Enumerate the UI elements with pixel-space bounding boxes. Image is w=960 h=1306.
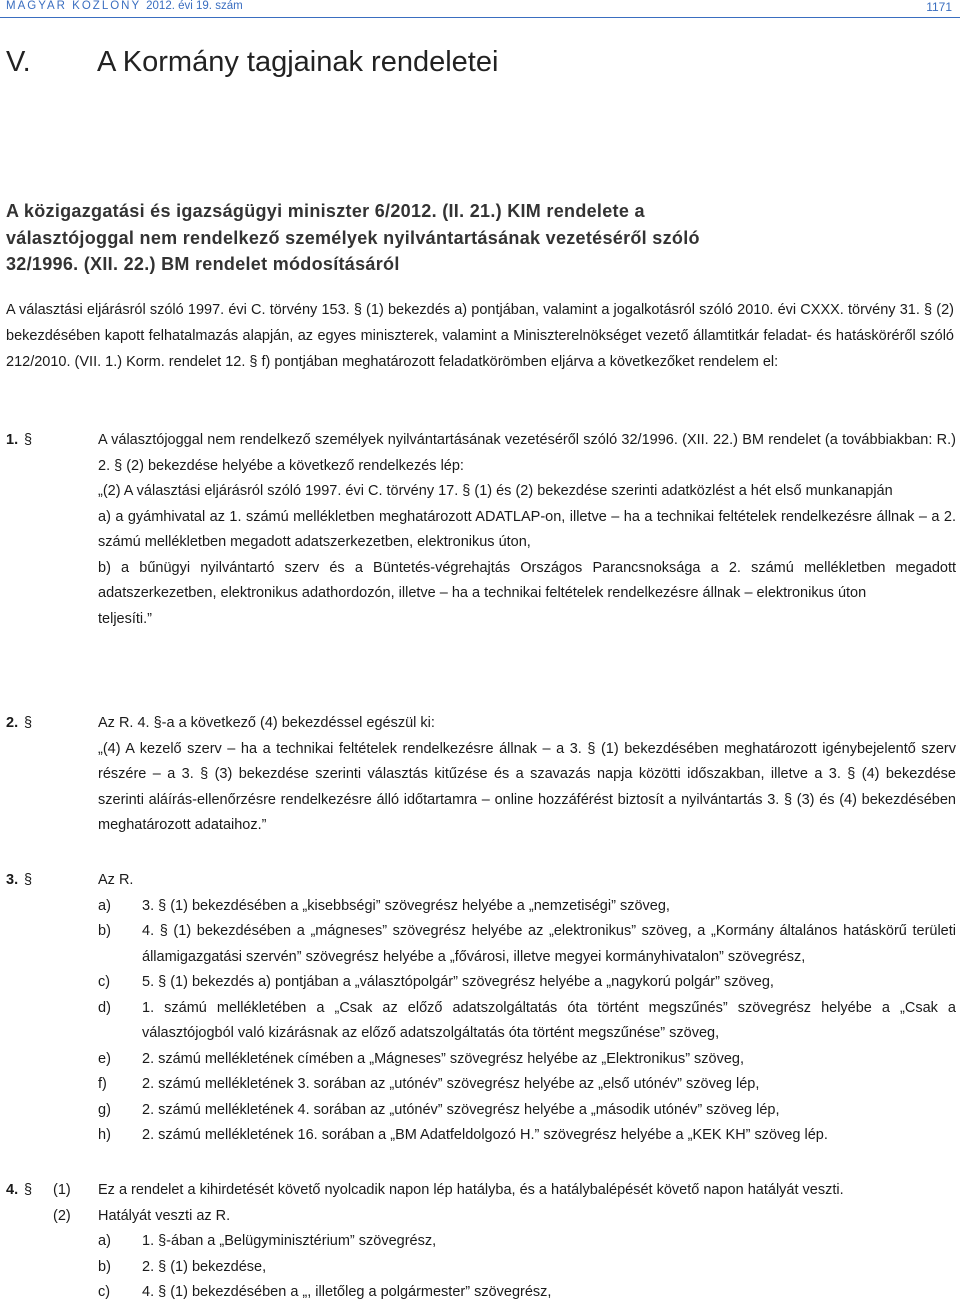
paragraph-label: (2) <box>53 1207 71 1224</box>
section-symbol: § <box>24 1182 33 1198</box>
section-number: 3. <box>6 872 19 888</box>
list-item <box>98 1098 956 1124</box>
section-symbol: § <box>24 432 33 448</box>
header-rule <box>0 17 960 18</box>
section-number: 2. <box>6 715 19 731</box>
item-label: h) <box>98 1127 111 1143</box>
chapter-number: V. <box>6 46 31 78</box>
item-label: f) <box>98 1076 107 1092</box>
list-item <box>98 1229 956 1255</box>
section-intro: Az R. 4. §-a a következő (4) bekezdéssel egészül ki: <box>98 715 435 731</box>
list-item: a) a gyámhivatal az 1. számú mellékletben meghatározott ADATLAP-on, illetve – ha a technikai feltételek rendelkezésre állnak – a 2. számú mellékletben megadott adatszerkezetben, elektronikus úton, <box>98 508 956 550</box>
chapter-heading <box>6 46 499 79</box>
list-item <box>98 1123 956 1149</box>
list-item <box>98 919 956 970</box>
item-text: 2. számú mellékletének 4. sorában az „utónév” szövegrész helyébe a „második utónév” szöveg lép, <box>142 1101 780 1118</box>
page-header <box>0 0 960 14</box>
list-item <box>98 996 956 1047</box>
quoted-provision: „(2) A választási eljárásról szóló 1997. évi C. törvény 17. § (1) és (2) bekezdése szerinti adatközlést a hét első munkanapján <box>98 483 893 499</box>
item-text: 2. § (1) bekezdése, <box>142 1258 267 1275</box>
list-item: b) a bűnügyi nyilvántartó szerv és a Büntetés-végrehajtás Országos Parancsnoksága a 2. számú mellékletben megadott adatszerkezetben, elektronikus adathordozón, illetve – ha a technikai feltételek rendelkezésre állnak – elektronikus úton <box>98 559 956 601</box>
decree-title: A közigazgatási és igazságügyi miniszter 6/2012. (II. 21.) KIM rendelete a választójoggal nem rendelkező személyek nyilvántartásának vezetéséről szóló 32/1996. (XII. 22.) BM rendelet módosításáról <box>6 201 700 274</box>
section-intro: Az R. <box>98 872 134 888</box>
paragraph-text: Hatályát veszti az R. <box>98 1207 231 1224</box>
item-text: 2. számú mellékletének 16. sorában a „BM Adatfeldolgozó H.” szövegrész helyébe a „KEK KH” szöveg lép. <box>142 1127 828 1143</box>
section-3 <box>6 868 956 1149</box>
list-item <box>98 1280 956 1306</box>
item-label: b) <box>98 923 111 939</box>
item-text: 4. § (1) bekezdésében a „, illetőleg a polgármester” szövegrész, <box>142 1284 552 1300</box>
list-item <box>98 894 956 920</box>
page-number: 1171 <box>926 0 952 14</box>
item-text: 4. § (1) bekezdésében a „mágneses” szövegrész helyébe az „elektronikus” szöveg, a „Kormány általános hatáskörű területi államigazgatási szervén” szövegrész helyébe a „fővárosi, illetve megyei kormányhivatalon” szövegrész, <box>142 923 956 965</box>
paragraph-label: (1) <box>53 1182 71 1198</box>
item-text: 2. számú mellékletének címében a „Mágneses” szövegrész helyébe az „Elektronikus” szöveg, <box>142 1050 745 1067</box>
section-1 <box>6 428 956 632</box>
item-text: 2. számú mellékletének 3. sorában az „utónév” szövegrész helyébe az „első utónév” szöveg lép, <box>142 1076 760 1092</box>
section-symbol: § <box>24 715 33 731</box>
item-text: 5. § (1) bekezdés a) pontjában a „választópolgár” szövegrész helyébe a „nagykorú polgár” szöveg, <box>142 974 774 990</box>
item-label: c) <box>98 974 111 990</box>
item-label: a) <box>98 897 111 914</box>
item-text: 1. számú mellékletében a „Csak az előző adatszolgáltatás óta történt megszűnés” szövegrész helyébe a „Csak a választójogból való kizárásnak az előző adatszolgáltatás óta történt megszűnése” szöveg, <box>142 999 956 1041</box>
section-4 <box>6 1178 956 1306</box>
preamble: A választási eljárásról szóló 1997. évi C. törvény 153. § (1) bekezdés a) pontjában, valamint a jogalkotásról szóló 2010. évi CXXX. törvény 31. § (2) bekezdésében kapott felhatalmazás alapján, az egyes miniszterek, valamint a Miniszterelnökséget vezető államtitkár feladat- és hatásköréről szóló 212/2010. (VII. 1.) Korm. rendelet 12. § f) pontjában meghatározott feladatkörömben eljárva a következőket rendelem el: <box>6 302 954 370</box>
section-intro: A választójoggal nem rendelkező személyek nyilvántartásának vezetéséről szóló 32/1996. (XII. 22.) BM rendelet (a továbbiakban: R.) 2. § (2) bekezdése helyébe a következő rendelkezés lép: <box>98 432 956 474</box>
section-2 <box>6 711 956 839</box>
item-label: a) <box>98 1233 111 1249</box>
chapter-title: A Kormány tagjainak rendeletei <box>97 46 499 78</box>
list-item <box>98 1072 956 1098</box>
item-text: 1. §-ában a „Belügyminisztérium” szövegrész, <box>142 1233 437 1249</box>
section-number: 4. <box>6 1182 19 1198</box>
item-text: 3. § (1) bekezdésében a „kisebbségi” szövegrész helyébe a „nemzetiségi” szöveg, <box>142 897 670 914</box>
list-item <box>98 1047 956 1073</box>
item-label: d) <box>98 999 111 1016</box>
list-item <box>98 1255 956 1281</box>
section-number: 1. <box>6 432 19 448</box>
issue-date: 2012. évi 19. szám <box>146 0 243 12</box>
journal-name: MAGYAR KÖZLÖNY <box>6 0 141 12</box>
section-symbol: § <box>24 872 33 888</box>
item-label: b) <box>98 1258 111 1275</box>
item-label: g) <box>98 1101 111 1118</box>
item-label: c) <box>98 1284 111 1300</box>
item-label: e) <box>98 1050 111 1067</box>
paragraph-text: Ez a rendelet a kihirdetését követő nyolcadik napon lép hatályba, és a hatálybalépését követő napon hatályát veszti. <box>98 1182 844 1198</box>
section-closing: teljesíti.” <box>98 610 152 627</box>
quoted-provision: „(4) A kezelő szerv – ha a technikai feltételek rendelkezésre állnak – a 3. § (1) bekezdésében meghatározott igénybejelentő szerv részére – a 3. § (3) bekezdése szerinti választás kitűzése és a szavazás napja közötti időszakban, illetve a 3. § (4) bekezdése szerinti aláírás-ellenőrzésre rendelkezésre álló időtartamra – online hozzáférést biztosít a nyilvántartás 3. § (3) és (4) bekezdésében meghatározott adataihoz.” <box>98 740 956 833</box>
list-item <box>98 970 956 996</box>
